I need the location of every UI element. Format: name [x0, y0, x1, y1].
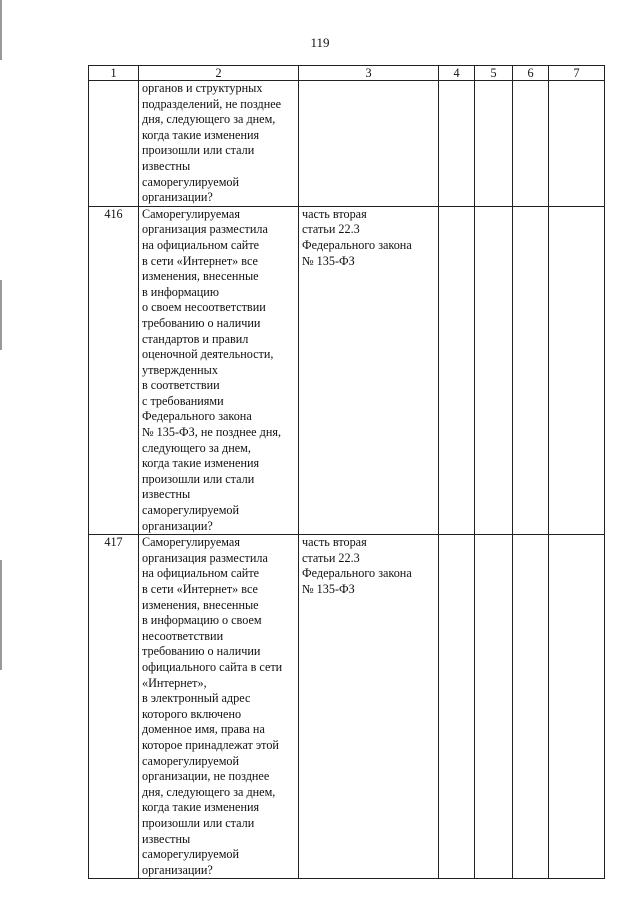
question-line: оценочной деятельности,	[142, 347, 274, 362]
question-line: саморегулируемой	[142, 503, 240, 518]
question-line: требованию о наличии	[142, 315, 261, 330]
header-cell-1: 1	[89, 66, 139, 81]
question-cell	[139, 206, 299, 534]
question-line: официального сайта в сети	[142, 659, 283, 674]
table-row	[89, 81, 605, 207]
question-line: организации?	[142, 190, 213, 205]
header-cell-5: 5	[475, 66, 513, 81]
question-line: подразделений, не позднее	[142, 96, 282, 111]
legal-reference-line: № 135-ФЗ	[302, 582, 355, 596]
legal-reference-line: Федерального закона	[302, 566, 412, 581]
question-line: когда такие изменения	[142, 800, 260, 815]
empty-cell-col-5	[475, 535, 513, 879]
question-line: известны	[142, 831, 191, 846]
header-cell-2: 2	[139, 66, 299, 81]
legal-reference-line: часть вторая	[302, 535, 367, 550]
row-number-cell: 417	[89, 535, 139, 879]
empty-cell-col-4	[439, 81, 475, 207]
question-line: № 135-ФЗ, не позднее дня,	[142, 425, 281, 440]
question-line: несоответствии	[142, 628, 224, 643]
question-line: на официальном сайте	[142, 566, 260, 581]
question-line: требованию о наличии	[142, 644, 261, 659]
scan-edge-marks	[0, 0, 3, 905]
question-line: в соответствии	[142, 378, 220, 393]
empty-cell-col-4	[439, 206, 475, 534]
legal-reference-line: Федерального закона	[302, 237, 412, 252]
legal-reference-line: часть вторая	[302, 206, 367, 221]
question-line: произошли или стали	[142, 143, 255, 158]
question-line: известны	[142, 158, 191, 173]
question-line: когда такие изменения	[142, 127, 260, 142]
question-line: в информацию	[142, 284, 219, 299]
document-table	[88, 65, 605, 879]
legal-reference-line: статьи 22.3	[302, 222, 360, 237]
question-line: которое принадлежат этой	[142, 737, 279, 752]
legal-reference-cell	[299, 81, 439, 207]
question-line: организации?	[142, 518, 213, 533]
legal-reference-cell	[299, 206, 439, 534]
question-line: в информацию о своем	[142, 613, 262, 628]
question-line: дня, следующего за днем,	[142, 112, 276, 127]
row-number-cell	[89, 81, 139, 207]
empty-cell-col-6	[513, 535, 549, 879]
table-row	[89, 535, 605, 879]
question-line: изменения, внесенные	[142, 269, 259, 284]
question-line: доменное имя, права на	[142, 722, 265, 737]
question-cell	[139, 81, 299, 207]
empty-cell-col-7	[549, 81, 605, 207]
question-line: «Интернет»,	[142, 675, 207, 690]
empty-cell-col-5	[475, 81, 513, 207]
question-line: организация разместила	[142, 222, 268, 237]
header-cell-4: 4	[439, 66, 475, 81]
table-header-row	[89, 66, 605, 81]
question-line: организации?	[142, 862, 213, 877]
page-number: 119	[310, 35, 330, 50]
question-line: в сети «Интернет» все	[142, 582, 258, 596]
question-line: утвержденных	[142, 362, 218, 377]
empty-cell-col-4	[439, 535, 475, 879]
question-line: произошли или стали	[142, 815, 255, 830]
empty-cell-col-6	[513, 206, 549, 534]
question-line: известны	[142, 487, 191, 502]
question-line: Саморегулируемая	[142, 206, 240, 221]
empty-cell-col-5	[475, 206, 513, 534]
question-line: стандартов и правил	[142, 331, 249, 346]
header-cell-3: 3	[299, 66, 439, 81]
question-line: с требованиями	[142, 393, 224, 408]
empty-cell-col-6	[513, 81, 549, 207]
empty-cell-col-7	[549, 535, 605, 879]
header-cell-6: 6	[513, 66, 549, 81]
table-row	[89, 206, 605, 534]
question-line: следующего за днем,	[142, 440, 251, 455]
question-line: саморегулируемой	[142, 174, 240, 189]
legal-reference-line: № 135-ФЗ	[302, 253, 355, 268]
question-line: дня, следующего за днем,	[142, 784, 276, 799]
question-line: изменения, внесенные	[142, 597, 259, 612]
question-line: саморегулируемой	[142, 753, 240, 768]
question-line: которого включено	[142, 706, 242, 721]
question-line: в сети «Интернет» все	[142, 253, 258, 268]
empty-cell-col-7	[549, 206, 605, 534]
question-line: организации, не позднее	[142, 769, 270, 784]
question-cell	[139, 535, 299, 879]
question-line: Саморегулируемая	[142, 535, 240, 550]
question-line: органов и структурных	[142, 81, 263, 95]
question-line: саморегулируемой	[142, 847, 240, 862]
question-line: в электронный адрес	[142, 691, 251, 706]
header-cell-7: 7	[549, 66, 605, 81]
question-line: Федерального закона	[142, 409, 252, 424]
row-number-cell: 416	[89, 206, 139, 534]
question-line: о своем несоответствии	[142, 300, 266, 315]
question-line: когда такие изменения	[142, 456, 260, 471]
question-line: на официальном сайте	[142, 237, 260, 252]
question-line: произошли или стали	[142, 471, 255, 486]
question-line: организация разместила	[142, 550, 268, 565]
legal-reference-cell	[299, 535, 439, 879]
legal-reference-line: статьи 22.3	[302, 550, 360, 565]
